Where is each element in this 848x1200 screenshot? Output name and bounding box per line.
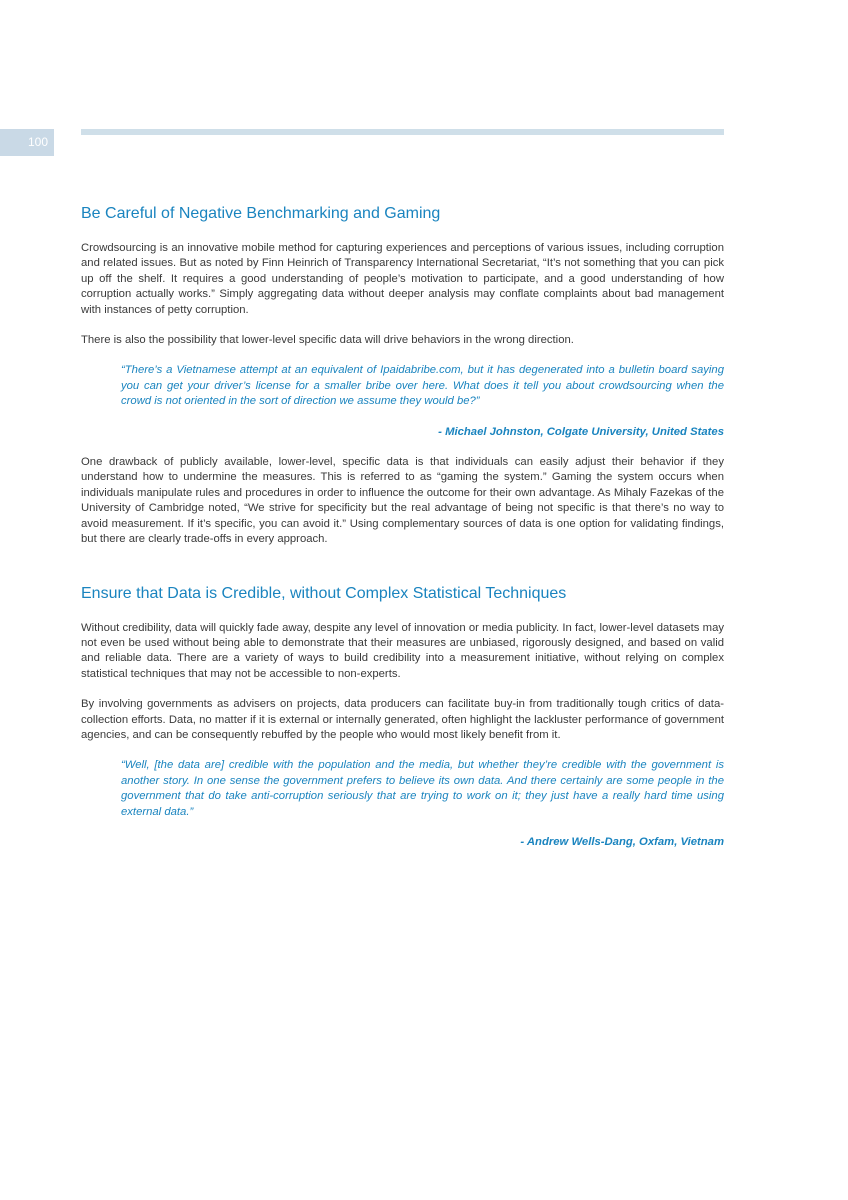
page-content [81,203,724,850]
header-rule [81,129,724,135]
page-number: 100 [0,129,54,156]
quote-attribution: - Andrew Wells-Dang, Oxfam, Vietnam [520,835,724,848]
section-negative-benchmarking [81,203,724,548]
body-paragraph: Without credibility, data will quickly fade away, despite any level of innovation or media publicity. In fact, lower-level datasets may not even be used without being able to demonstrate that their measures are unbiased, rigorously designed, and based on valid and reliable data. There are a variety of ways to build credibility into a measurement initiative, without relying on complex statistical techniques that may not be accessible to non-experts. [81,621,724,680]
body-paragraph: One drawback of publicly available, lower-level, specific data is that individuals can easily adjust their behavior if they understand how to undermine the measures. This is referred to as “gaming the system.” Gaming the system occurs when individuals manipulate rules and procedures in order to influence the outcome for their own advantage. As Mihaly Fazekas of the University of Cambridge noted, “We strive for specificity but the real advantage of being not specific is that there’s no way to avoid measurement. If it’s specific, you can avoid it.” Using complementary sources of data is one option for validating findings, but there are clearly trade-offs in every approach. [81,456,724,546]
section-heading: Be Careful of Negative Benchmarking and Gaming [81,205,441,222]
pull-quote: “There’s a Vietnamese attempt at an equivalent of Ipaidabribe.com, but it has degenerated into a bulletin board saying you can get your driver’s license for a smaller bribe over here. What does it tell you about crowdsourcing when the crowd is not oriented in the sort of direction we assume they would be?” [121,364,724,408]
section-credible-data [81,583,724,851]
section-heading: Ensure that Data is Credible, without Complex Statistical Techniques [81,584,567,602]
body-paragraph: There is also the possibility that lower-level specific data will drive behaviors in the wrong direction. [81,334,574,347]
quote-attribution: - Michael Johnston, Colgate University, United States [438,425,724,438]
pull-quote: “Well, [the data are] credible with the population and the media, but whether they’re credible with the government is another story. In one sense the government prefers to believe its own data. And there certainly are some people in the government that do take anti-corruption seriously that are trying to work on it; they just have a really hard time using external data.” [121,759,724,818]
body-paragraph: By involving governments as advisers on projects, data producers can facilitate buy-in from traditionally tough critics of data-collection efforts. Data, no matter if it is external or internally generated, often highlight the lackluster performance of government agencies, and can be consequently rebuffed by the people who would most likely benefit from it. [81,698,724,741]
body-paragraph: Crowdsourcing is an innovative mobile method for capturing experiences and perceptions of various issues, including corruption and related issues. But as noted by Finn Heinrich of Transparency International Secretariat, “It’s not something that you can pick up off the shelf. It requires a good understanding of people’s motivation to participate, and a good understanding of how corruption actually works.” Simply aggregating data without deeper analysis may conflate complaints about bad management with instances of petty corruption. [81,242,724,316]
